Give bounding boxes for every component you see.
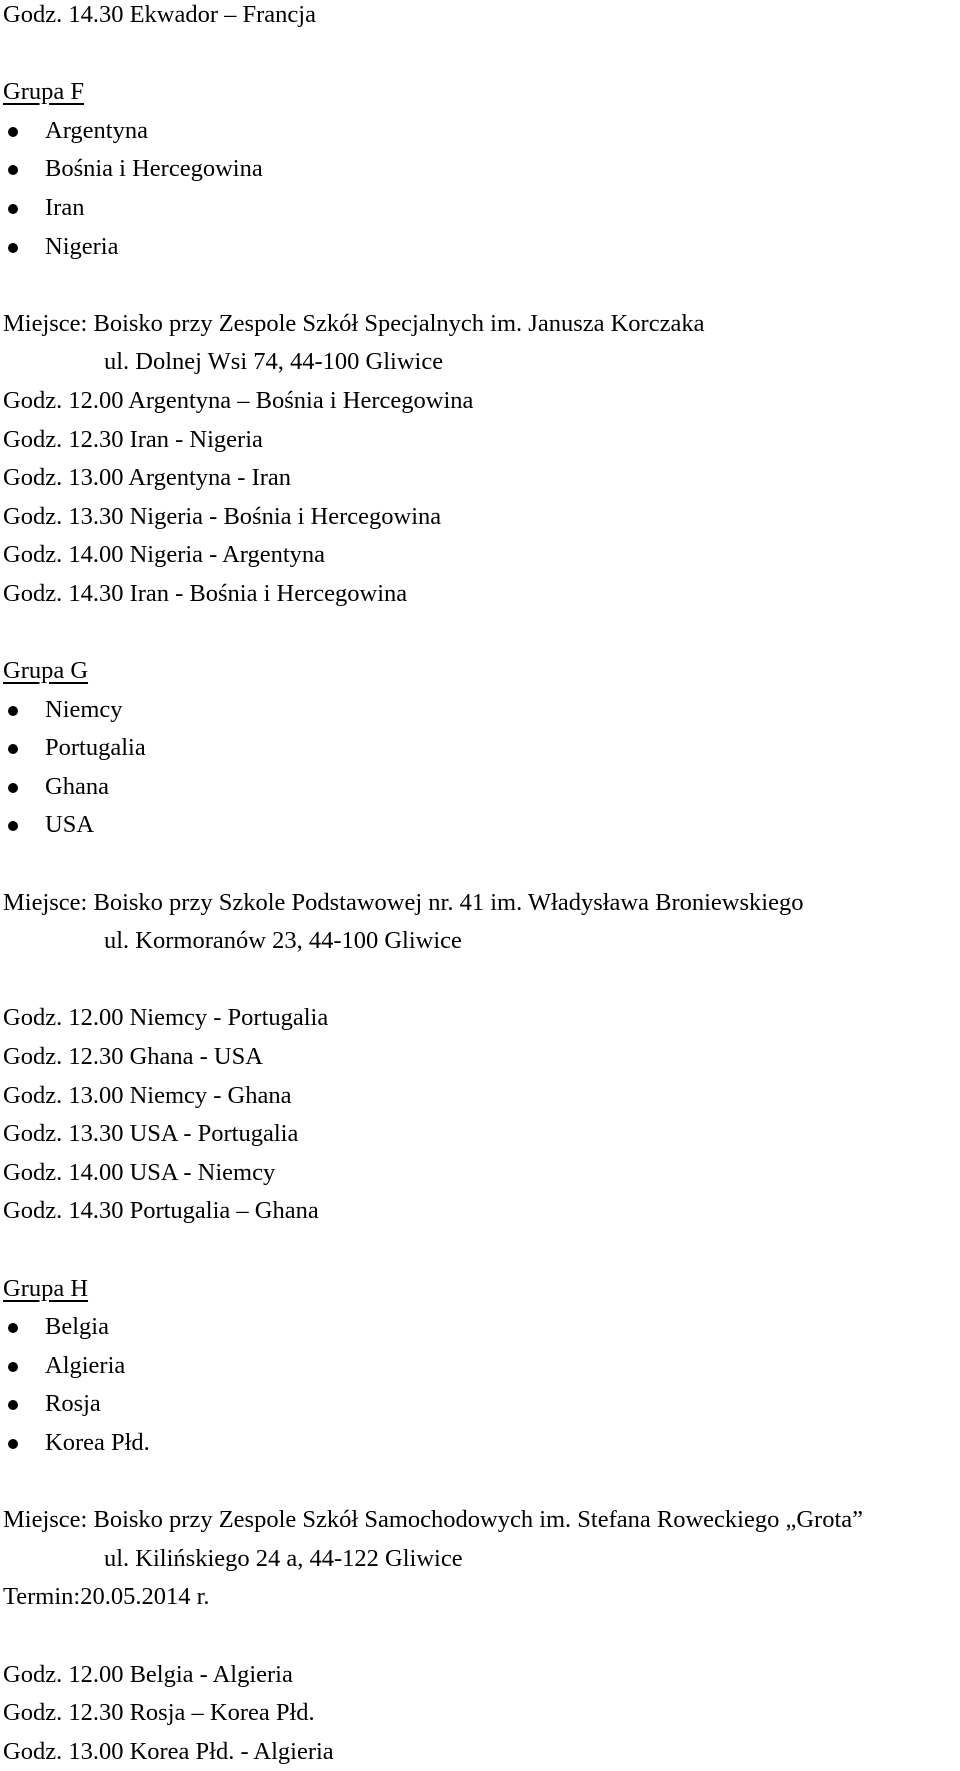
team-item: [0, 150, 960, 189]
bullet-icon: [8, 243, 18, 253]
match-line: Godz. 12.30 Rosja – Korea Płd.: [3, 1699, 315, 1727]
venue-line: Miejsce: Boisko przy Zespole Szkół Specjalnych im. Janusza Korczaka: [3, 309, 705, 337]
match-line: Godz. 14.00 Nigeria - Argentyna: [3, 541, 326, 569]
spacer: [0, 845, 960, 884]
match-line: Godz. 14.30 Ekwador – Francja: [3, 1, 316, 28]
venue-address: ul. Dolnej Wsi 74, 44-100 Gliwice: [104, 348, 444, 376]
venue-address: ul. Kilińskiego 24 a, 44-122 Gliwice: [104, 1544, 463, 1572]
team-name: Niemcy: [45, 695, 123, 723]
bullet-icon: [8, 1362, 18, 1372]
match-line: Godz. 12.30 Iran - Nigeria: [3, 425, 263, 453]
venue-line: Miejsce: Boisko przy Szkole Podstawowej nr. 41 im. Władysława Broniewskiego: [3, 888, 804, 916]
match-line: Godz. 12.00 Belgia - Algieria: [3, 1660, 293, 1688]
spacer: [0, 35, 960, 74]
match-line: Godz. 13.30 USA - Portugalia: [3, 1120, 299, 1148]
venue-address: ul. Kormoranów 23, 44-100 Gliwice: [104, 927, 462, 955]
spacer: [0, 614, 960, 653]
group-h-section: [0, 1270, 960, 1771]
team-name: Nigeria: [45, 232, 119, 260]
team-item: [0, 806, 960, 845]
group-g-section: [0, 652, 960, 1231]
team-name: Argentyna: [45, 116, 148, 144]
team-name: Korea Płd.: [45, 1428, 150, 1456]
spacer: [0, 266, 960, 305]
team-item: [0, 1308, 960, 1347]
bullet-icon: [8, 204, 18, 214]
team-item: [0, 1347, 960, 1386]
bullet-icon: [8, 1400, 18, 1410]
spacer: [0, 961, 960, 1000]
term-line: Termin:20.05.2014 r.: [3, 1583, 210, 1611]
team-item: [0, 691, 960, 730]
bullet-icon: [8, 1323, 18, 1333]
team-name: Ghana: [45, 772, 109, 800]
team-item: [0, 1424, 960, 1463]
bullet-icon: [8, 744, 18, 754]
bullet-icon: [8, 783, 18, 793]
match-line: Godz. 14.30 Iran - Bośnia i Hercegowina: [3, 579, 408, 607]
match-line: Godz. 12.00 Niemcy - Portugalia: [3, 1004, 329, 1032]
team-item: [0, 189, 960, 228]
bullet-icon: [8, 165, 18, 175]
match-line: Godz. 13.00 Niemcy - Ghana: [3, 1081, 292, 1109]
match-line: Godz. 13.00 Argentyna - Iran: [3, 464, 292, 492]
group-f-section: [0, 73, 960, 613]
group-g-heading: Grupa G: [3, 657, 89, 685]
team-name: Belgia: [45, 1313, 109, 1341]
team-name: Algieria: [45, 1351, 126, 1379]
match-line: Godz. 14.00 USA - Niemcy: [3, 1158, 276, 1186]
bullet-icon: [8, 1439, 18, 1449]
team-item: [0, 729, 960, 768]
group-h-heading: Grupa H: [3, 1274, 89, 1302]
match-line: Godz. 12.30 Ghana - USA: [3, 1043, 263, 1071]
spacer: [0, 1617, 960, 1656]
match-line: Godz. 13.00 Korea Płd. - Algieria: [3, 1737, 334, 1765]
team-name: Bośnia i Hercegowina: [45, 155, 263, 183]
bullet-icon: [8, 127, 18, 137]
team-item: [0, 768, 960, 807]
team-name: Rosja: [45, 1390, 101, 1418]
match-line: Godz. 12.00 Argentyna – Bośnia i Hercegowina: [3, 386, 474, 414]
team-item: [0, 1385, 960, 1424]
bullet-icon: [8, 706, 18, 716]
spacer: [0, 1231, 960, 1270]
team-item: [0, 228, 960, 267]
match-line: Godz. 14.30 Portugalia – Ghana: [3, 1197, 319, 1225]
team-item: [0, 112, 960, 151]
spacer: [0, 1463, 960, 1502]
group-f-heading: Grupa F: [3, 78, 84, 106]
team-name: USA: [45, 811, 95, 839]
team-name: Portugalia: [45, 734, 146, 762]
venue-line: Miejsce: Boisko przy Zespole Szkół Samochodowych im. Stefana Roweckiego „Grota”: [3, 1506, 864, 1534]
team-name: Iran: [45, 193, 85, 221]
match-line: Godz. 13.30 Nigeria - Bośnia i Hercegowina: [3, 502, 442, 530]
bullet-icon: [8, 821, 18, 831]
